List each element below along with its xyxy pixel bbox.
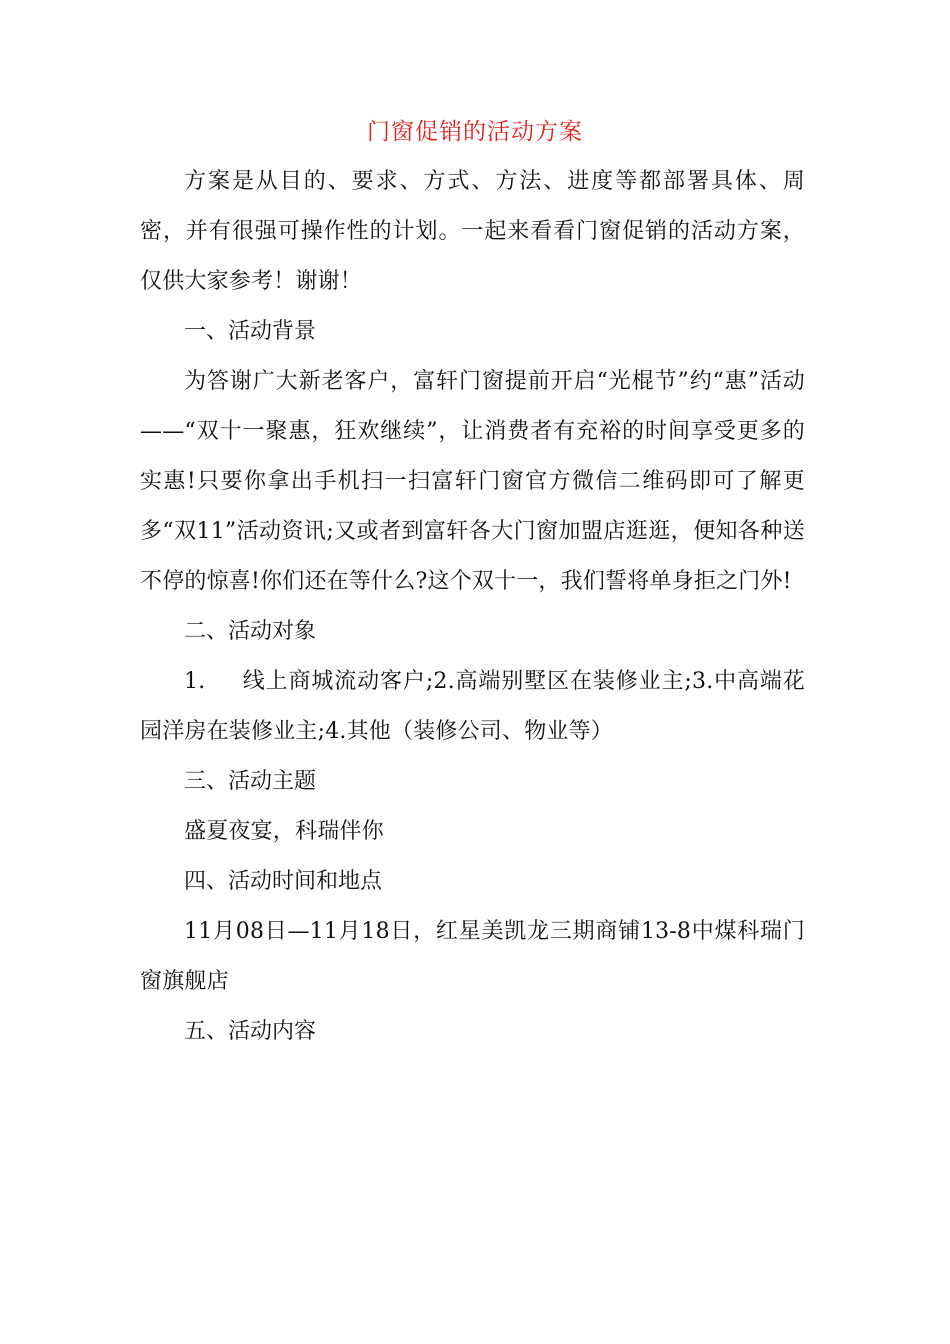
section-heading-theme: 三、活动主题: [184, 769, 317, 794]
section-text-theme: 盛夏夜宴，科瑞伴你: [184, 819, 384, 844]
audience-list-text: 线上商城流动客户;2.高端别墅区在装修业主;3.中高端花园洋房在装修业主;4.其他（装修公司、物业等）: [140, 669, 805, 744]
section-heading-background: 一、活动背景: [184, 319, 317, 344]
section-text-audience: [140, 657, 805, 757]
document-title: 门窗促销的活动方案: [367, 119, 583, 145]
section-heading-time-place: 四、活动时间和地点: [184, 869, 383, 894]
section-text-background: 为答谢广大新老客户，富轩门窗提前开启“光棍节”约“惠”活动——“双十一聚惠，狂欢继续”，让消费者有充裕的时间享受更多的实惠!只要你拿出手机扫一扫富轩门窗官方微信二维码即可了解更多“双11”活动资讯;又或者到富轩各大门窗加盟店逛逛，便知各种送不停的惊喜!你们还在等什么?这个双十一，我们誓将单身拒之门外!: [140, 369, 805, 594]
section-heading-content: 五、活动内容: [184, 1019, 317, 1044]
intro-paragraph: 方案是从目的、要求、方式、方法、进度等都部署具体、周密，并有很强可操作性的计划。一起来看看门窗促销的活动方案，仅供大家参考！谢谢！: [140, 169, 805, 294]
document-body: [140, 157, 805, 1057]
section-heading-audience: 二、活动对象: [184, 619, 317, 644]
section-text-time-place: 11月08日—11月18日，红星美凯龙三期商铺13-8中煤科瑞门窗旗舰店: [140, 919, 805, 994]
list-number: 1.: [184, 669, 206, 694]
